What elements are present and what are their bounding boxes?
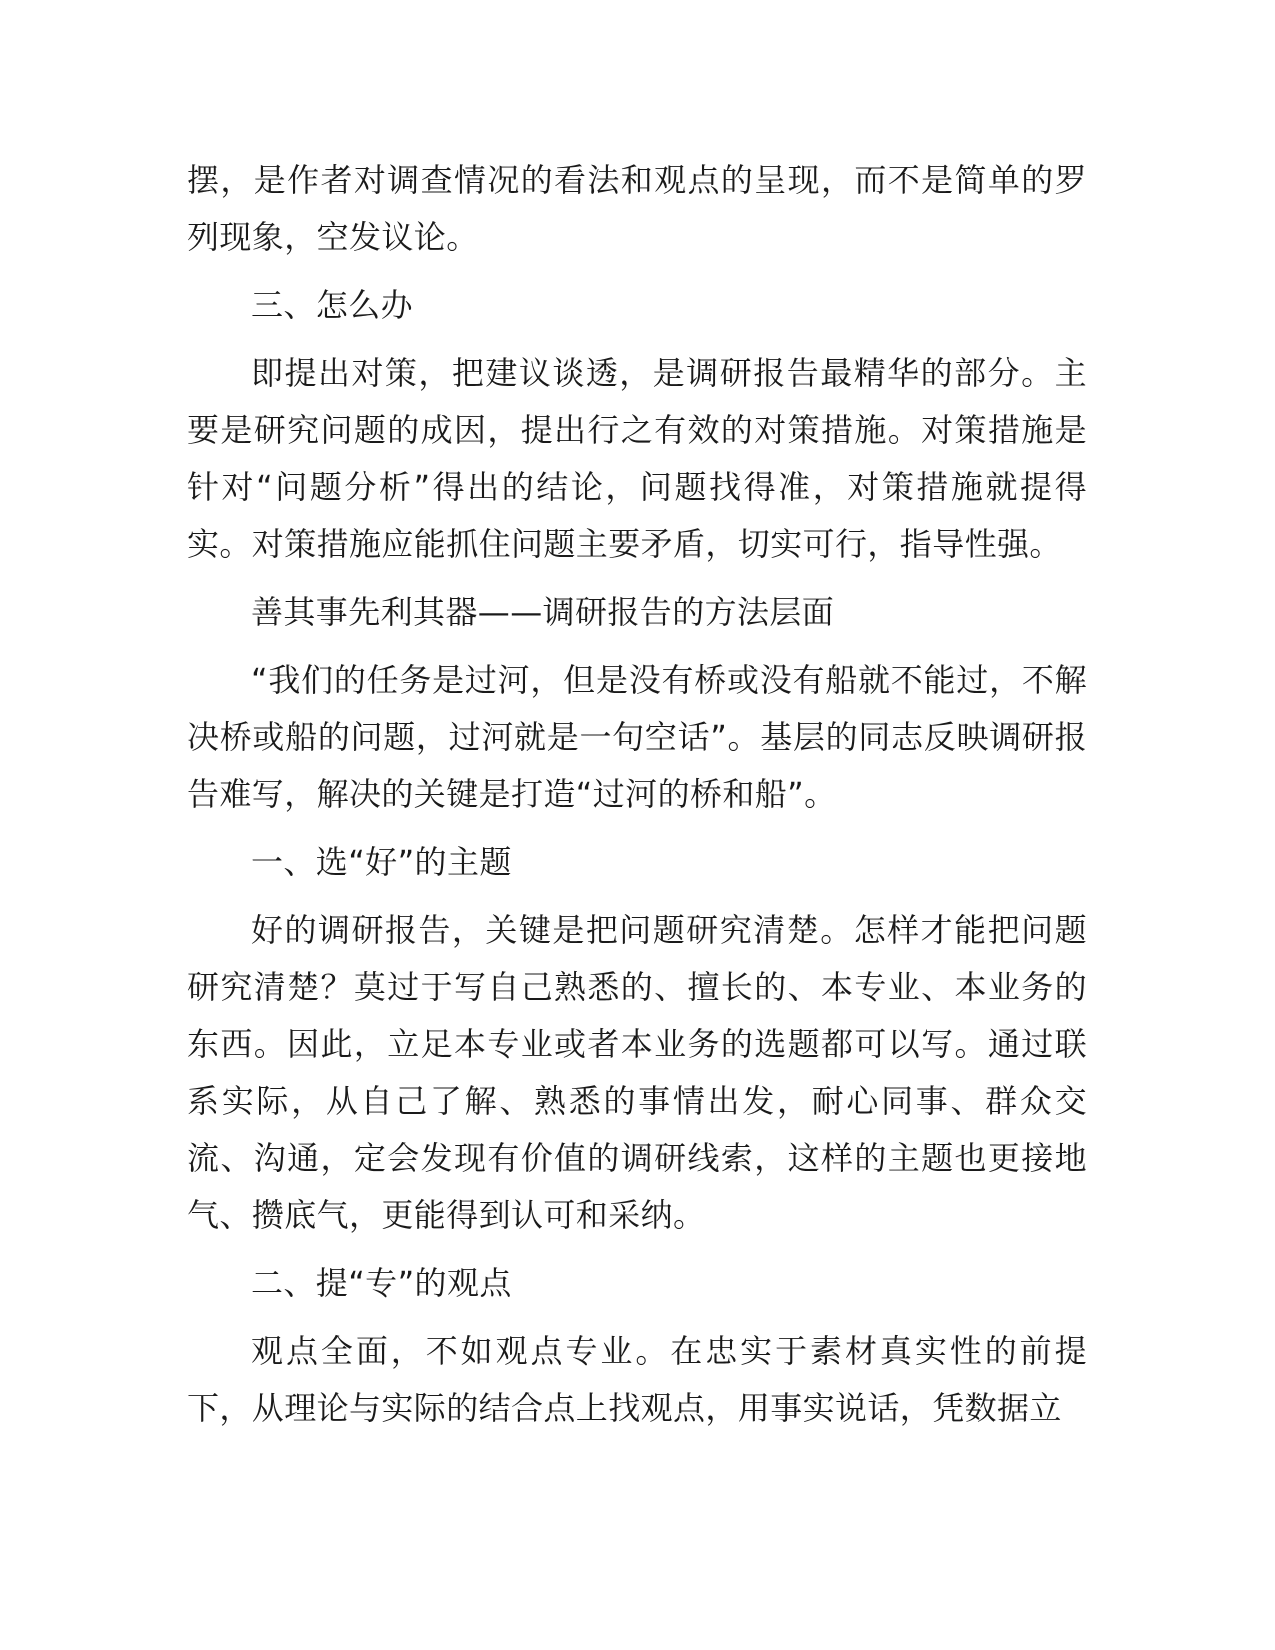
paragraph-bridge-and-boat: “我们的任务是过河，但是没有桥或没有船就不能过，不解决桥或船的问题，过河就是一句空话”。基层的同志反映调研报告难写，解决的关键是打造“过河的桥和船”。 bbox=[187, 661, 1087, 813]
paragraph-viewpoint: 观点全面，不如观点专业。在忠实于素材真实性的前提下，从理论与实际的结合点上找观点，用事实说话，凭数据立 bbox=[187, 1332, 1087, 1427]
document-body bbox=[187, 152, 1087, 1448]
paragraph-good-report: 好的调研报告，关键是把问题研究清楚。怎样才能把问题研究清楚？莫过于写自己熟悉的、擅长的、本专业、本业务的东西。因此，立足本专业或者本业务的选题都可以写。通过联系实际，从自己了解、熟悉的事情出发，耐心同事、群众交流、沟通，定会发现有价值的调研线索，这样的主题也更接地气、攒底气，更能得到认可和采纳。 bbox=[187, 911, 1087, 1234]
paragraph-continuation: 摆，是作者对调查情况的看法和观点的呈现，而不是简单的罗列现象，空发议论。 bbox=[187, 161, 1087, 256]
heading-what-to-do: 三、怎么办 bbox=[251, 286, 414, 324]
heading-method-level: 善其事先利其器——调研报告的方法层面 bbox=[251, 593, 835, 631]
heading-professional-viewpoint: 二、提“专”的观点 bbox=[251, 1264, 512, 1302]
heading-choose-topic: 一、选“好”的主题 bbox=[251, 843, 512, 881]
paragraph-countermeasures: 即提出对策，把建议谈透，是调研报告最精华的部分。主要是研究问题的成因，提出行之有效的对策措施。对策措施是针对“问题分析”得出的结论，问题找得准，对策措施就提得实。对策措施应能抓住问题主要矛盾，切实可行，指导性强。 bbox=[187, 354, 1087, 563]
